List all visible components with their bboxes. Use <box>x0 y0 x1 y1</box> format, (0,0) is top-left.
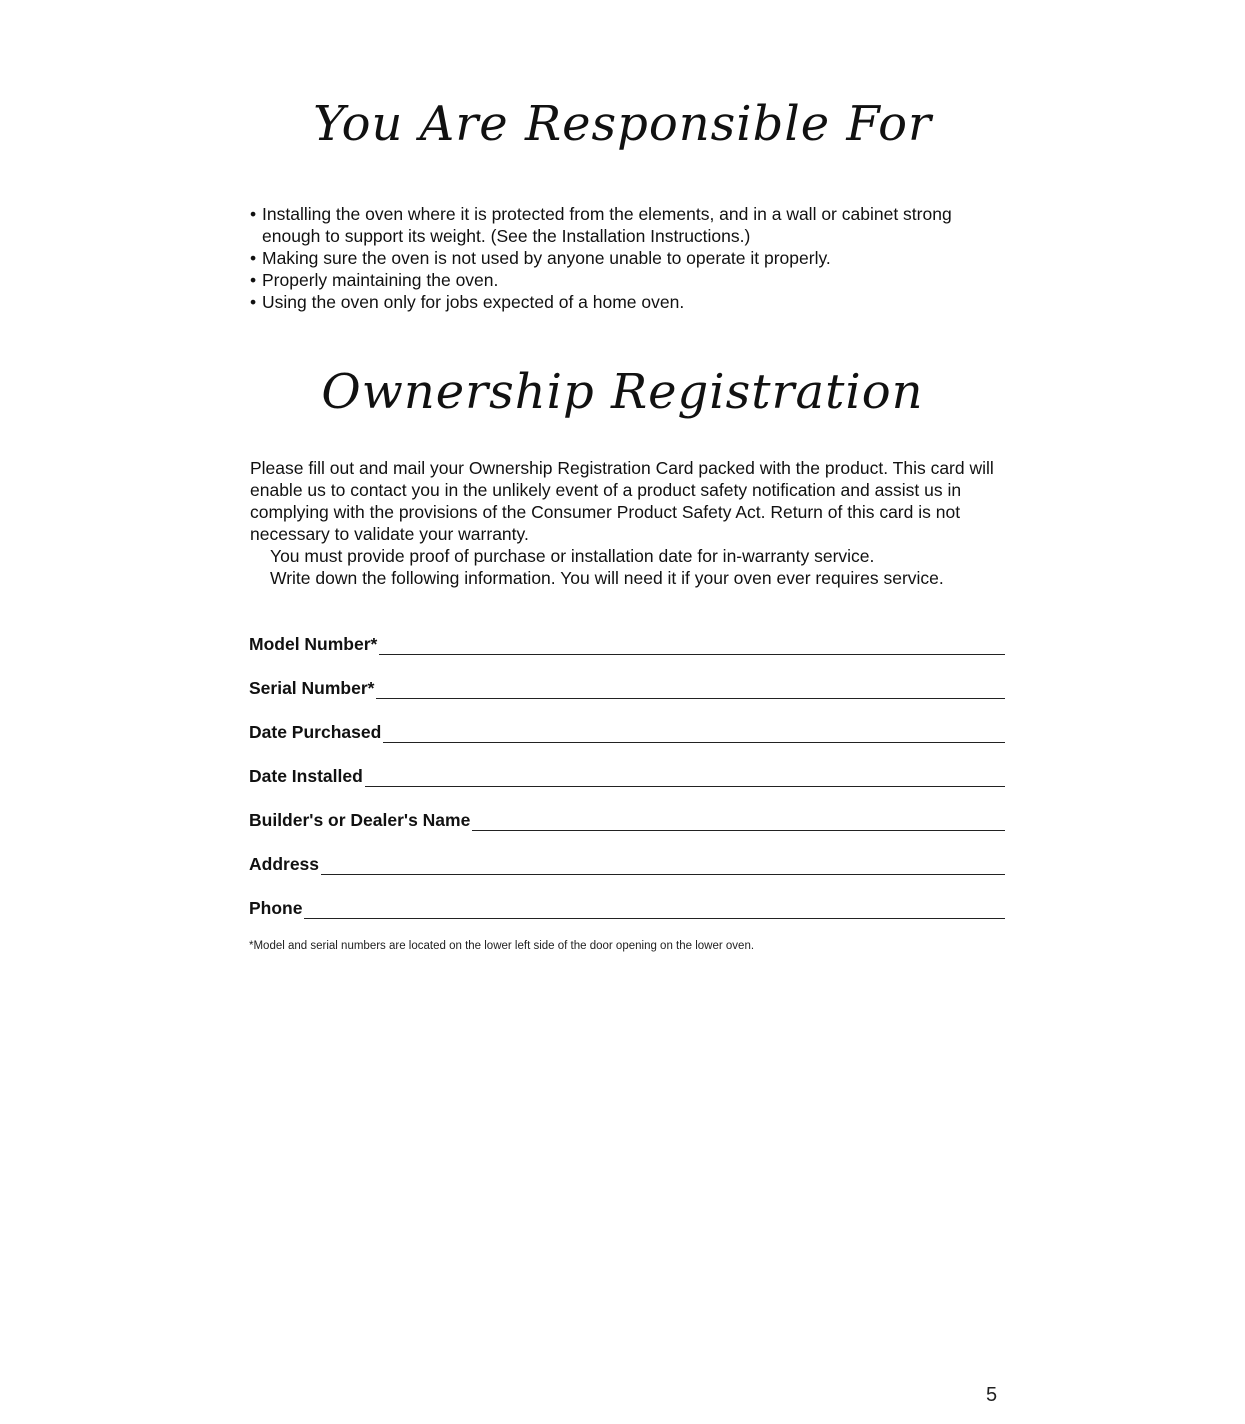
dealer-name-field[interactable] <box>249 805 1005 831</box>
serial-number-field[interactable] <box>249 673 1005 699</box>
registration-heading: Ownership Registration <box>321 364 924 420</box>
date-installed-line[interactable] <box>365 764 1005 787</box>
date-installed-label: Date Installed <box>249 766 363 786</box>
address-field[interactable] <box>249 849 1005 875</box>
address-line[interactable] <box>321 852 1005 875</box>
date-installed-field[interactable] <box>249 761 1005 787</box>
serial-number-label: Serial Number* <box>249 678 375 698</box>
date-purchased-label: Date Purchased <box>249 722 382 742</box>
list-item: • Properly maintaining the oven. <box>250 269 1010 291</box>
list-item: • Using the oven only for jobs expected of a home oven. <box>250 291 1010 313</box>
list-item: • Making sure the oven is not used by anyone unable to operate it properly. <box>250 247 1010 269</box>
model-number-line[interactable] <box>379 632 1005 655</box>
phone-field[interactable] <box>249 893 1005 919</box>
responsible-heading: You Are Responsible For <box>313 96 932 152</box>
write-down-paragraph: Write down the following information. You will need it if your oven ever requires service. <box>270 568 944 588</box>
list-item: • Installing the oven where it is protected from the elements, and in a wall or cabinet strong enough to support its weight. (See the Installation Instructions.) <box>250 203 1010 247</box>
registration-paragraph: Please fill out and mail your Ownership Registration Card packed with the product. This card will enable us to contact you in the unlikely event of a product safety notification and assist us in complying with the provisions of the Consumer Product Safety Act. Return of this card is not necessary to validate your warranty. <box>250 458 994 544</box>
model-number-field[interactable] <box>249 629 1005 655</box>
proof-paragraph: You must provide proof of purchase or installation date for in-warranty service. <box>270 546 875 566</box>
date-purchased-line[interactable] <box>383 720 1005 743</box>
page-number: 5 <box>986 1384 998 1406</box>
responsibility-list <box>250 203 1010 313</box>
phone-label: Phone <box>249 898 303 918</box>
dealer-name-line[interactable] <box>472 808 1005 831</box>
serial-footnote: *Model and serial numbers are located on the lower left side of the door opening on the lower oven. <box>249 940 755 952</box>
phone-line[interactable] <box>304 896 1005 919</box>
serial-number-line[interactable] <box>376 676 1005 699</box>
model-number-label: Model Number* <box>249 634 378 654</box>
address-label: Address <box>249 854 320 874</box>
date-purchased-field[interactable] <box>249 717 1005 743</box>
dealer-name-label: Builder's or Dealer's Name <box>249 810 471 830</box>
